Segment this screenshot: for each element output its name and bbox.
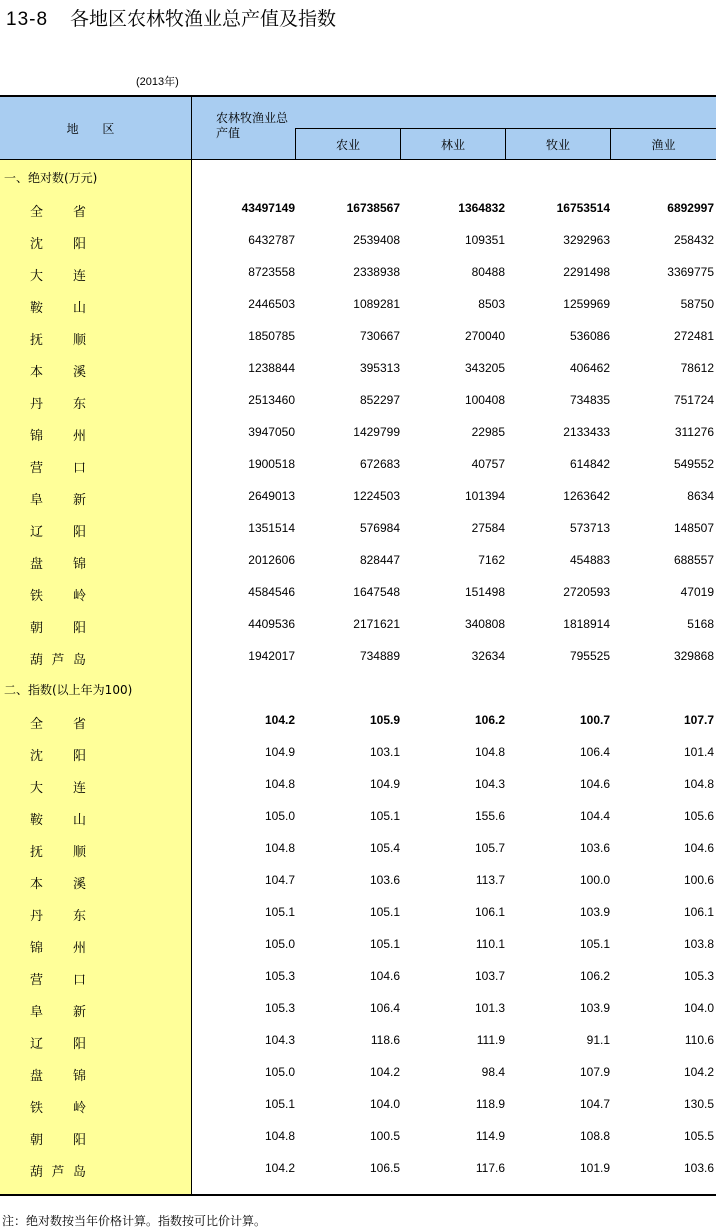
region-name: 朝 阳 — [30, 1133, 86, 1148]
value-cell: 828447 — [359, 553, 400, 567]
value-cell: 2446503 — [248, 297, 295, 311]
value-cell: 105.0 — [264, 1065, 295, 1079]
value-cell: 91.1 — [586, 1033, 610, 1047]
value-cell: 105.0 — [264, 809, 295, 823]
value-cell: 105.0 — [264, 937, 295, 951]
value-cell: 155.6 — [474, 809, 505, 823]
value-cell: 340808 — [464, 617, 505, 631]
value-cell: 103.6 — [369, 873, 400, 887]
value-cell: 730667 — [359, 329, 400, 343]
value-cell: 549552 — [673, 457, 714, 471]
table-row — [0, 768, 716, 800]
value-cell: 58750 — [680, 297, 714, 311]
value-cell: 103.9 — [579, 1001, 610, 1015]
value-cell: 148507 — [673, 521, 714, 535]
value-cell: 104.2 — [369, 1065, 400, 1079]
region-name: 鞍 山 — [30, 813, 86, 828]
value-cell: 105.7 — [474, 841, 505, 855]
region-name: 锦 州 — [30, 429, 86, 444]
region-name: 铁 岭 — [30, 589, 86, 604]
value-cell: 47019 — [680, 585, 714, 599]
value-cell: 8503 — [478, 297, 505, 311]
value-cell: 27584 — [471, 521, 505, 535]
region-name: 抚 顺 — [30, 845, 86, 860]
value-cell: 8723558 — [248, 265, 295, 279]
table-row — [0, 320, 716, 352]
region-name: 铁 岭 — [30, 1101, 86, 1116]
value-cell: 795525 — [569, 649, 610, 663]
value-cell: 4409536 — [248, 617, 295, 631]
value-cell: 1259969 — [563, 297, 610, 311]
value-cell: 105.3 — [264, 969, 295, 983]
table-row — [0, 288, 716, 320]
value-cell: 107.7 — [683, 713, 714, 727]
value-cell: 852297 — [359, 393, 400, 407]
value-cell: 104.2 — [683, 1065, 714, 1079]
table-row — [0, 896, 716, 928]
section-label: 二、指数(以上年为100) — [4, 683, 133, 697]
region-name: 辽 阳 — [30, 1037, 86, 1052]
table-row — [0, 704, 716, 736]
region-name: 锦 州 — [30, 941, 86, 956]
value-cell: 100.6 — [683, 873, 714, 887]
region-name: 营 口 — [30, 973, 86, 988]
table-row — [0, 1152, 716, 1184]
value-cell: 105.1 — [264, 905, 295, 919]
region-name: 本 溪 — [30, 877, 86, 892]
table-row — [0, 1120, 716, 1152]
value-cell: 110.6 — [684, 1033, 714, 1047]
page-title — [6, 4, 336, 31]
value-cell: 105.1 — [369, 809, 400, 823]
table-row — [0, 1024, 716, 1056]
value-cell: 311276 — [674, 425, 714, 439]
value-cell: 110.1 — [475, 937, 505, 951]
region-name: 盘 锦 — [30, 1069, 86, 1084]
value-cell: 16753514 — [556, 201, 610, 215]
value-cell: 2291498 — [563, 265, 610, 279]
value-cell: 106.1 — [683, 905, 714, 919]
value-cell: 272481 — [673, 329, 714, 343]
value-cell: 100.5 — [369, 1129, 400, 1143]
value-cell: 2338938 — [353, 265, 400, 279]
value-cell: 4584546 — [248, 585, 295, 599]
table-row — [0, 832, 716, 864]
table-row — [0, 960, 716, 992]
table-row — [0, 480, 716, 512]
header-fishery: 渔业 — [651, 138, 676, 152]
region-name: 朝 阳 — [30, 621, 86, 636]
table-row — [0, 192, 716, 224]
value-cell: 108.8 — [579, 1129, 610, 1143]
value-cell: 1364832 — [458, 201, 505, 215]
value-cell: 329868 — [673, 649, 714, 663]
table-row — [0, 352, 716, 384]
value-cell: 101394 — [464, 489, 505, 503]
value-cell: 614842 — [569, 457, 610, 471]
value-cell: 1429799 — [353, 425, 400, 439]
table-header — [0, 95, 716, 160]
table-number: 13-8 — [6, 9, 49, 30]
footnote: 注：绝对数按当年价格计算。指数按可比价计算。 — [2, 1214, 267, 1228]
header-forestry: 林业 — [440, 138, 465, 152]
value-cell: 118.9 — [475, 1097, 505, 1111]
value-cell: 103.9 — [579, 905, 610, 919]
value-cell: 109351 — [464, 233, 505, 247]
value-cell: 688557 — [673, 553, 714, 567]
value-cell: 1942017 — [248, 649, 295, 663]
region-name: 全 省 — [30, 205, 86, 220]
value-cell: 104.2 — [264, 1161, 295, 1175]
value-cell: 78612 — [680, 361, 714, 375]
table-row — [0, 448, 716, 480]
value-cell: 118.6 — [370, 1033, 400, 1047]
value-cell: 106.4 — [579, 745, 610, 759]
section-header-row — [0, 672, 716, 704]
value-cell: 104.6 — [369, 969, 400, 983]
value-cell: 104.0 — [683, 1001, 714, 1015]
value-cell: 104.2 — [264, 713, 295, 727]
table-row — [0, 576, 716, 608]
header-total-output: 农林牧渔业总产值 — [216, 111, 289, 140]
value-cell: 3369775 — [667, 265, 714, 279]
region-name: 盘 锦 — [30, 557, 86, 572]
value-cell: 104.9 — [264, 745, 295, 759]
value-cell: 5168 — [687, 617, 714, 631]
value-cell: 100.7 — [579, 713, 610, 727]
value-cell: 573713 — [569, 521, 610, 535]
value-cell: 2649013 — [248, 489, 295, 503]
value-cell: 16738567 — [346, 201, 400, 215]
value-cell: 104.8 — [264, 1129, 295, 1143]
table-row — [0, 224, 716, 256]
value-cell: 104.7 — [579, 1097, 610, 1111]
value-cell: 395313 — [359, 361, 400, 375]
region-name: 阜 新 — [30, 493, 86, 508]
value-cell: 105.5 — [683, 1129, 714, 1143]
region-name: 沈 阳 — [30, 749, 86, 764]
region-name: 本 溪 — [30, 365, 86, 380]
value-cell: 101.9 — [579, 1161, 610, 1175]
value-cell: 258432 — [673, 233, 714, 247]
value-cell: 2133433 — [563, 425, 610, 439]
value-cell: 104.8 — [264, 841, 295, 855]
value-cell: 105.4 — [369, 841, 400, 855]
value-cell: 151498 — [464, 585, 505, 599]
region-name: 大 连 — [30, 269, 86, 284]
value-cell: 3292963 — [563, 233, 610, 247]
value-cell: 105.1 — [579, 937, 610, 951]
value-cell: 1850785 — [248, 329, 295, 343]
value-cell: 104.7 — [264, 873, 295, 887]
value-cell: 454883 — [569, 553, 610, 567]
table-bottom-border — [0, 1194, 716, 1196]
value-cell: 1238844 — [248, 361, 295, 375]
region-name: 辽 阳 — [30, 525, 86, 540]
value-cell: 2012606 — [248, 553, 295, 567]
value-cell: 105.6 — [683, 809, 714, 823]
value-cell: 104.3 — [264, 1033, 295, 1047]
value-cell: 2539408 — [353, 233, 400, 247]
value-cell: 3947050 — [248, 425, 295, 439]
value-cell: 106.2 — [579, 969, 610, 983]
value-cell: 22985 — [471, 425, 505, 439]
region-name: 鞍 山 — [30, 301, 86, 316]
value-cell: 101.3 — [474, 1001, 505, 1015]
table-row — [0, 992, 716, 1024]
region-name: 丹 东 — [30, 397, 86, 412]
value-cell: 105.1 — [369, 905, 400, 919]
value-cell: 2720593 — [563, 585, 610, 599]
section-label: 一、绝对数(万元) — [4, 171, 98, 185]
region-name: 沈 阳 — [30, 237, 86, 252]
table-row — [0, 864, 716, 896]
table-row — [0, 736, 716, 768]
value-cell: 104.3 — [474, 777, 505, 791]
region-name: 抚 顺 — [30, 333, 86, 348]
value-cell: 80488 — [471, 265, 505, 279]
header-region: 地 区 — [66, 121, 125, 136]
value-cell: 2171621 — [353, 617, 400, 631]
value-cell: 103.8 — [683, 937, 714, 951]
value-cell: 8634 — [687, 489, 714, 503]
value-cell: 104.6 — [683, 841, 714, 855]
value-cell: 343205 — [464, 361, 505, 375]
value-cell: 1647548 — [353, 585, 400, 599]
table-row — [0, 256, 716, 288]
region-name: 葫 芦 岛 — [30, 653, 86, 668]
value-cell: 105.1 — [369, 937, 400, 951]
value-cell: 2513460 — [248, 393, 295, 407]
header-agriculture: 农业 — [335, 138, 360, 152]
value-cell: 1351514 — [248, 521, 295, 535]
value-cell: 113.7 — [475, 873, 505, 887]
region-name: 全 省 — [30, 717, 86, 732]
value-cell: 105.9 — [369, 713, 400, 727]
table-row — [0, 512, 716, 544]
value-cell: 1089281 — [353, 297, 400, 311]
value-cell: 103.1 — [369, 745, 400, 759]
region-name: 营 口 — [30, 461, 86, 476]
value-cell: 104.8 — [474, 745, 505, 759]
region-name: 大 连 — [30, 781, 86, 796]
table-row — [0, 544, 716, 576]
value-cell: 734889 — [359, 649, 400, 663]
table-row — [0, 1088, 716, 1120]
value-cell: 104.8 — [683, 777, 714, 791]
value-cell: 100.0 — [579, 873, 610, 887]
value-cell: 1224503 — [353, 489, 400, 503]
value-cell: 672683 — [359, 457, 400, 471]
table-row — [0, 1056, 716, 1088]
value-cell: 576984 — [359, 521, 400, 535]
value-cell: 98.4 — [481, 1065, 505, 1079]
value-cell: 106.2 — [474, 713, 505, 727]
region-name: 阜 新 — [30, 1005, 86, 1020]
value-cell: 32634 — [471, 649, 505, 663]
value-cell: 734835 — [569, 393, 610, 407]
value-cell: 103.6 — [579, 841, 610, 855]
data-table — [0, 95, 716, 1196]
value-cell: 111.9 — [476, 1033, 505, 1047]
value-cell: 104.9 — [369, 777, 400, 791]
section-header-row — [0, 160, 716, 192]
value-cell: 1263642 — [563, 489, 610, 503]
region-name: 葫 芦 岛 — [30, 1165, 86, 1180]
value-cell: 536086 — [569, 329, 610, 343]
table-row — [0, 640, 716, 672]
value-cell: 117.6 — [475, 1161, 505, 1175]
value-cell: 751724 — [673, 393, 714, 407]
value-cell: 406462 — [569, 361, 610, 375]
value-cell: 114.9 — [475, 1129, 505, 1143]
value-cell: 270040 — [464, 329, 505, 343]
value-cell: 101.4 — [683, 745, 714, 759]
value-cell: 103.7 — [474, 969, 505, 983]
value-cell: 106.1 — [474, 905, 505, 919]
value-cell: 7162 — [478, 553, 505, 567]
table-row — [0, 416, 716, 448]
table-row — [0, 928, 716, 960]
value-cell: 6432787 — [248, 233, 295, 247]
table-row — [0, 384, 716, 416]
value-cell: 103.6 — [683, 1161, 714, 1175]
value-cell: 106.4 — [369, 1001, 400, 1015]
value-cell: 6892997 — [667, 201, 714, 215]
region-name: 丹 东 — [30, 909, 86, 924]
value-cell: 43497149 — [241, 201, 295, 215]
value-cell: 100408 — [464, 393, 505, 407]
value-cell: 104.8 — [264, 777, 295, 791]
table-title: 各地区农林牧渔业总产值及指数 — [70, 8, 337, 30]
value-cell: 105.1 — [264, 1097, 295, 1111]
value-cell: 104.4 — [579, 809, 610, 823]
table-row — [0, 608, 716, 640]
value-cell: 130.5 — [683, 1097, 714, 1111]
value-cell: 107.9 — [579, 1065, 610, 1079]
value-cell: 105.3 — [683, 969, 714, 983]
table-row — [0, 800, 716, 832]
value-cell: 105.3 — [264, 1001, 295, 1015]
value-cell: 40757 — [471, 457, 505, 471]
value-cell: 104.0 — [369, 1097, 400, 1111]
year-label: (2013年) — [136, 76, 179, 88]
value-cell: 1818914 — [563, 617, 610, 631]
value-cell: 1900518 — [248, 457, 295, 471]
value-cell: 104.6 — [579, 777, 610, 791]
value-cell: 106.5 — [369, 1161, 400, 1175]
header-animal-husbandry: 牧业 — [545, 138, 570, 152]
